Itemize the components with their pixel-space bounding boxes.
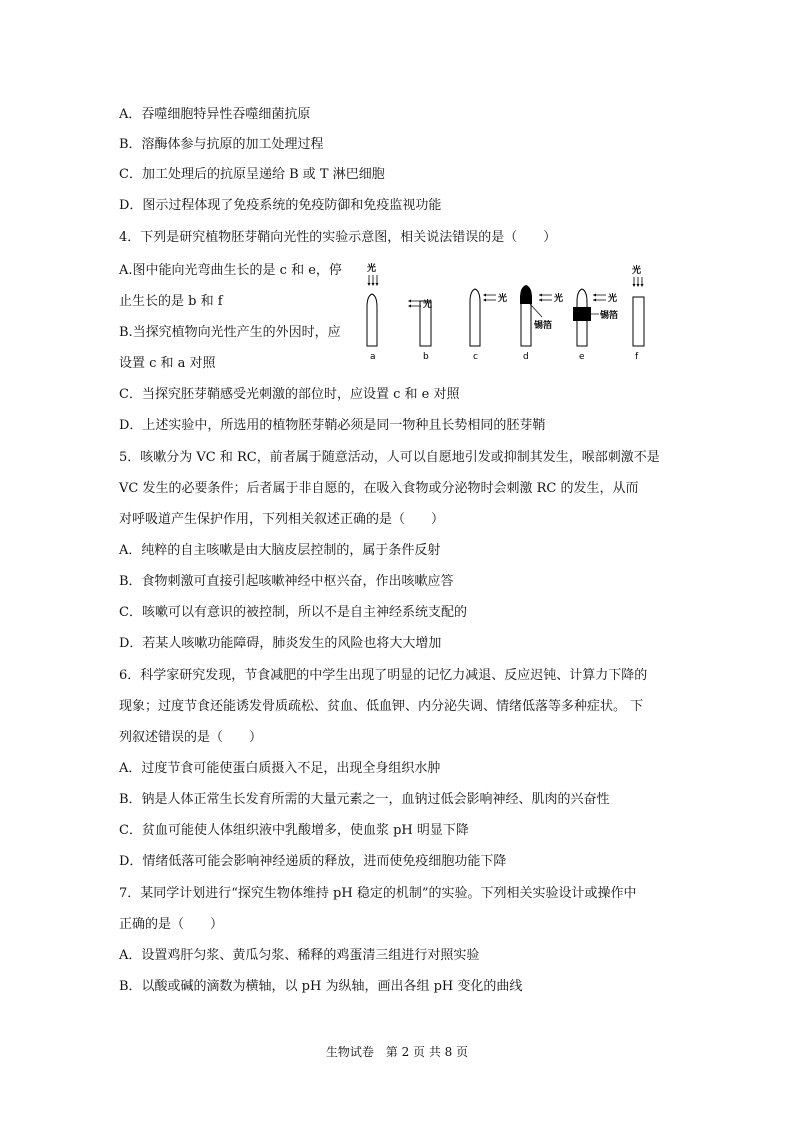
q3-option-c: C．加工处理后的抗原呈递给 B 或 T 淋巴细胞 [119,167,385,182]
q7-stem-line1: 7．某同学计划进行“探究生物体维持 pH 稳定的机制”的实验。下列相关实验设计或操作中 [119,886,637,901]
q4-stem: 4．下列是研究植物胚芽鞘向光性的实验示意图，相关说法错误的是（ ） [119,230,557,245]
light-label-d: 光 [554,294,564,304]
coleoptile-f [632,264,644,362]
q5-stem-line2: VC 发生的必要条件；后者属于非自愿的，在吸入食物或分泌物时会刺激 RC 的发生，从而 [119,481,639,496]
q5-stem-line1: 5．咳嗽分为 VC 和 RC，前者属于随意活动，人可以自愿地引发或抑制其发生，喉部刺激不是 [119,450,660,465]
coleoptile-e [573,289,618,362]
q3-option-a: A．吞噬细胞特异性吞噬细菌抗原 [119,107,311,122]
q6-option-d: D．情绪低落可能会影响神经递质的释放，进而使免疫细胞功能下降 [119,854,507,869]
q7-option-a: A．设置鸡肝匀浆、黄瓜匀浆、稀释的鸡蛋清三组进行对照实验 [119,948,480,963]
light-label-a: 光 [367,264,377,274]
q4-option-b-line1: B.当探究植物向光性产生的外因时，应 [119,325,341,340]
q5-option-b: B．食物刺激可直接引起咳嗽神经中枢兴奋，作出咳嗽应答 [119,574,454,589]
footer-page-info: 第 2 页 共 8 页 [385,1045,469,1059]
q5-option-d: D．若某人咳嗽功能障碍，肺炎发生的风险也将大大增加 [119,636,442,651]
q4-option-b-line2: 设置 c 和 a 对照 [119,356,216,371]
label-c: c [473,352,478,362]
page-footer [0,1043,794,1060]
q6-option-a: A．过度节食可能使蛋白质摄入不足，出现全身组织水肿 [119,761,441,776]
label-e: e [579,352,585,362]
label-b: b [423,352,429,362]
q6-option-b: B．钠是人体正常生长发育所需的大量元素之一，血钠过低会影响神经、肌肉的兴奋性 [119,792,610,807]
foil-label-e: 锡箔 [600,311,619,321]
light-label-b: 光 [423,300,433,310]
light-label-f: 光 [632,266,642,276]
coleoptile-a [367,262,379,362]
q6-stem-line2: 现象；过度节食还能诱发骨质疏松、贫血、低血钾、内分泌失调、情绪低落等多种症状。 下 [119,699,644,714]
label-a: a [370,352,376,362]
q5-stem-line3: 对呼吸道产生保护作用，下列相关叙述正确的是（ ） [119,512,445,527]
q6-option-c: C．贫血可能使人体组织液中乳酸增多，使血浆 pH 明显下降 [119,823,469,838]
q4-option-a-line2: 止生长的是 b 和 f [119,294,223,309]
coleoptile-c [470,289,507,362]
label-d: d [523,352,529,362]
light-label-e: 光 [608,294,618,304]
q6-stem-line3: 列叙述错误的是（ ） [119,730,263,745]
q5-option-a: A．纯粹的自主咳嗽是由大脑皮层控制的，属于条件反射 [119,543,441,558]
q4-option-c: C．当探究胚芽鞘感受光刺激的部位时，应设置 c 和 e 对照 [119,387,460,402]
q4-option-a-line1: A.图中能向光弯曲生长的是 c 和 e，停 [119,263,342,278]
light-label-c: 光 [498,294,508,304]
label-f: f [635,352,639,362]
coleoptile-d [520,285,563,362]
q3-option-d: D．图示过程体现了免疫系统的免疫防御和免疫监视功能 [119,198,442,213]
foil-label-d: 锡箔 [534,321,553,331]
q4-option-d: D．上述实验中，所选用的植物胚芽鞘必须是同一物种且长势相同的胚芽鞘 [119,418,546,433]
q3-option-b: B．溶酶体参与抗原的加工处理过程 [119,137,324,152]
coleoptile-figure [362,262,662,362]
coleoptile-b [408,298,432,362]
q7-stem-line2: 正确的是（ ） [119,917,224,932]
q7-option-b: B．以酸或碱的滴数为横轴，以 pH 为纵轴，画出各组 pH 变化的曲线 [119,979,523,994]
q5-option-c: C．咳嗽可以有意识的被控制，所以不是自主神经系统支配的 [119,605,467,620]
footer-subject: 生物试卷 [325,1045,374,1059]
q6-stem-line1: 6．科学家研究发现，节食减肥的中学生出现了明显的记忆力减退、反应迟钝、计算力下降的 [119,668,648,683]
